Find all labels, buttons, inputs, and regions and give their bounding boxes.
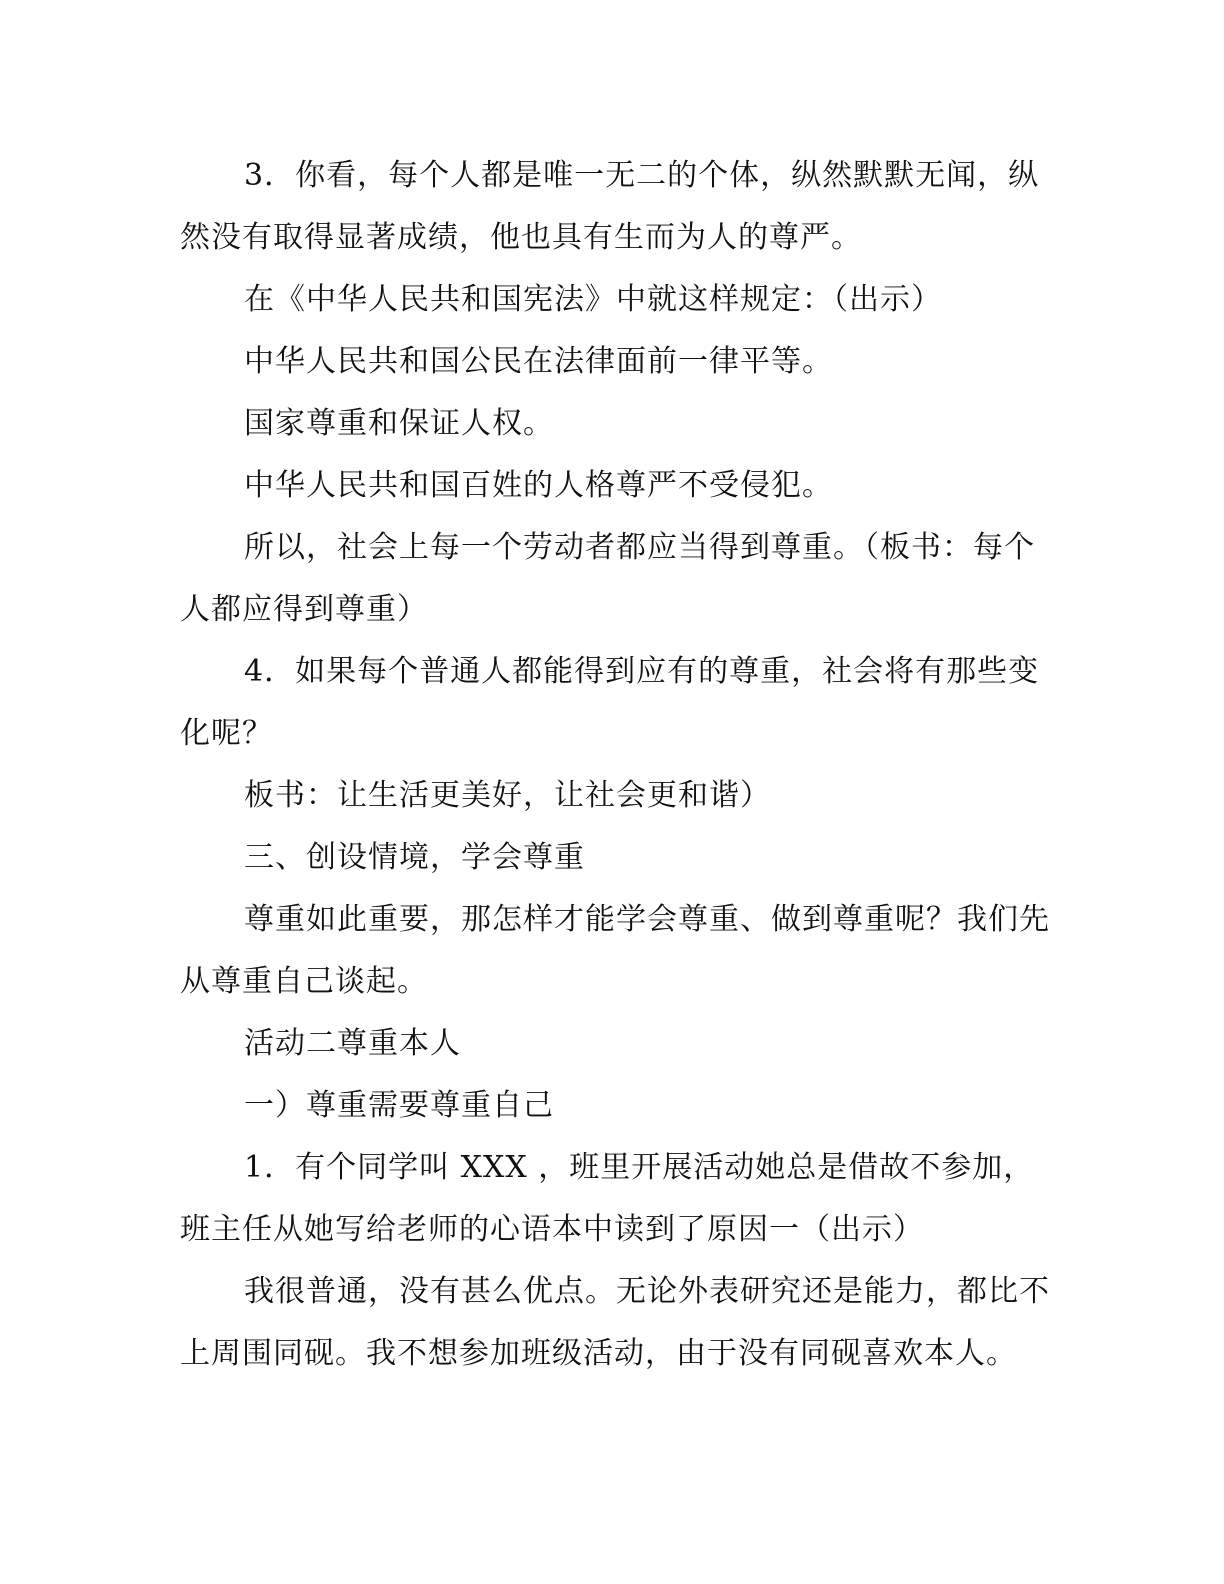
document-body <box>180 145 1050 1385</box>
paragraph: 在《中华人民共和国宪法》中就这样规定：（出示） <box>244 282 942 317</box>
paragraph: 中华人民共和国百姓的人格尊严不受侵犯。 <box>244 468 833 503</box>
activity-heading: 活动二尊重本人 <box>244 1026 461 1061</box>
paragraph: 1．有个同学叫 XXX ，班里开展活动她总是借故不参加，班主任从她写给老师的心语本中读到了原因一（出示） <box>180 1150 1035 1247</box>
paragraph: 4．如果每个普通人都能得到应有的尊重，社会将有那些变化呢？ <box>180 654 1040 751</box>
section-heading: 三、创设情境，学会尊重 <box>244 840 585 875</box>
paragraph: 3．你看，每个人都是唯一无二的个体，纵然默默无闻，纵然没有取得显著成绩，他也具有生而为人的尊严。 <box>180 158 1040 255</box>
paragraph: 所以，社会上每一个劳动者都应当得到尊重。（板书：每个人都应得到尊重） <box>180 530 1035 627</box>
paragraph: 我很普通，没有甚么优点。无论外表研究还是能力，都比不上周围同砚。我不想参加班级活动，由于没有同砚喜欢本人。 <box>180 1274 1050 1371</box>
paragraph: 国家尊重和保证人权。 <box>244 406 554 441</box>
paragraph: 尊重如此重要，那怎样才能学会尊重、做到尊重呢？我们先从尊重自己谈起。 <box>180 902 1050 999</box>
paragraph: 中华人民共和国公民在法律面前一律平等。 <box>244 344 833 379</box>
subsection-heading: 一）尊重需要尊重自己 <box>244 1088 554 1123</box>
paragraph: 板书：让生活更美好，让社会更和谐） <box>244 778 771 813</box>
